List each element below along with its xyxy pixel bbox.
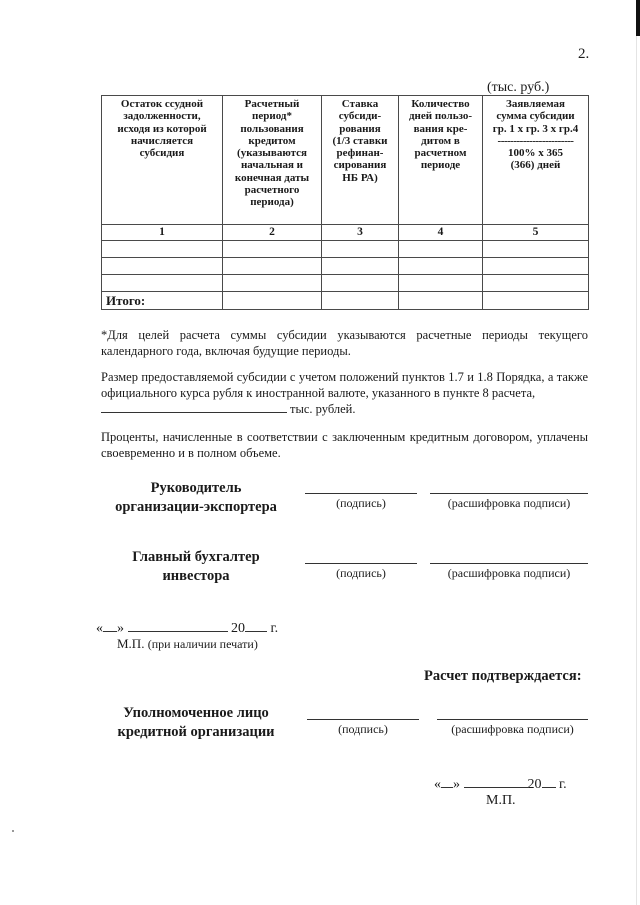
table-row (102, 275, 589, 292)
table-cell[interactable] (322, 275, 399, 292)
date-field-2: « » 20 г. (434, 777, 567, 792)
signatory-label-exporter-head: Руководитель организации-экспортера (115, 480, 277, 515)
stamp-label-1: М.П. (при наличии печати) (117, 636, 258, 651)
signature-caption: (подпись) (336, 496, 386, 510)
table-cell[interactable] (223, 258, 322, 275)
footnote: *Для целей расчета суммы субсидии указываются расчетные периоды текущего календарного года, включая будущие периоды. (101, 328, 588, 358)
day-field[interactable] (441, 775, 453, 788)
table-cell[interactable] (322, 258, 399, 275)
signature-caption: (подпись) (338, 722, 388, 736)
stamp-label-2: М.П. (486, 793, 516, 808)
name-caption: (расшифровка подписи) (451, 722, 574, 736)
scan-edge-artifact (636, 0, 640, 36)
column-number-row (102, 225, 589, 241)
table-cell[interactable] (102, 258, 223, 275)
total-cell[interactable] (322, 292, 399, 310)
confirmation-heading: Расчет подтверждается: (424, 668, 582, 684)
name-caption: (расшифровка подписи) (447, 496, 571, 510)
year-field[interactable] (542, 775, 556, 788)
signatory-label-chief-accountant: Главный бухгалтер инвестора (132, 549, 260, 584)
total-label: Итого: (102, 292, 223, 310)
signature-field[interactable] (305, 493, 417, 494)
name-field[interactable] (430, 563, 588, 564)
column-number: 3 (322, 225, 399, 241)
table-cell[interactable] (483, 241, 589, 258)
table-cell[interactable] (399, 258, 483, 275)
total-row (102, 292, 589, 310)
table-cell[interactable] (322, 241, 399, 258)
signatory-label-credit-org: Уполномоченное лицо кредитной организации (117, 705, 275, 740)
total-cell[interactable] (399, 292, 483, 310)
table-cell[interactable] (399, 241, 483, 258)
signature-field[interactable] (305, 563, 417, 564)
month-field[interactable] (464, 775, 528, 788)
subsidy-amount-field[interactable] (101, 401, 287, 413)
table-cell[interactable] (483, 258, 589, 275)
table-row (102, 258, 589, 275)
day-field[interactable] (103, 619, 117, 632)
scan-speck (12, 830, 14, 832)
year-field[interactable] (245, 619, 267, 632)
table-row (102, 241, 589, 258)
interest-statement: Проценты, начисленные в соответствии с заключенным кредитным договором, уплачены своевременно и в полном объеме. (101, 430, 588, 460)
table-cell[interactable] (102, 241, 223, 258)
header-loan-balance: Остаток ссудной задолженности, исходя из которой начисляется субсидия (102, 96, 223, 225)
header-subsidy-rate: Ставка субсиди- рования (1/3 ставки рефинан- сирования НБ РА) (322, 96, 399, 225)
table-cell[interactable] (223, 275, 322, 292)
column-number: 2 (223, 225, 322, 241)
table-header-row (102, 96, 589, 225)
total-cell[interactable] (223, 292, 322, 310)
units-label: (тыс. руб.) (487, 80, 550, 95)
subsidy-amount-paragraph: Размер предоставляемой субсидии с учетом положений пунктов 1.7 и 1.8 Порядка, а также официального курса рубля к иностранной валюте, указанного в пункте 8 расчета, тыс. рублей. (101, 370, 588, 416)
header-claimed-amount: Заявляемая сумма субсидии гр. 1 x гр. 3 x гр.4 ------------------------ 100% x 365 (366) дней (483, 96, 589, 225)
table-cell[interactable] (223, 241, 322, 258)
signature-field[interactable] (307, 719, 419, 720)
table-cell[interactable] (102, 275, 223, 292)
column-number: 5 (483, 225, 589, 241)
name-caption: (расшифровка подписи) (447, 566, 571, 580)
page-number: 2. (578, 46, 590, 62)
date-field-1: « » 20 г. (96, 621, 279, 636)
table-cell[interactable] (399, 275, 483, 292)
signature-caption: (подпись) (336, 566, 386, 580)
column-number: 4 (399, 225, 483, 241)
name-field[interactable] (437, 719, 588, 720)
scan-edge-line (636, 36, 637, 905)
header-days-count: Количество дней пользо- вания кре- дитом в расчетном периоде (399, 96, 483, 225)
subsidy-calculation-table (101, 95, 589, 310)
table-cell[interactable] (483, 275, 589, 292)
month-field[interactable] (128, 619, 228, 632)
column-number: 1 (102, 225, 223, 241)
header-calculation-period: Расчетный период* пользования кредитом (указываются начальная и конечная даты расчетного периода) (223, 96, 322, 225)
total-cell[interactable] (483, 292, 589, 310)
name-field[interactable] (430, 493, 588, 494)
